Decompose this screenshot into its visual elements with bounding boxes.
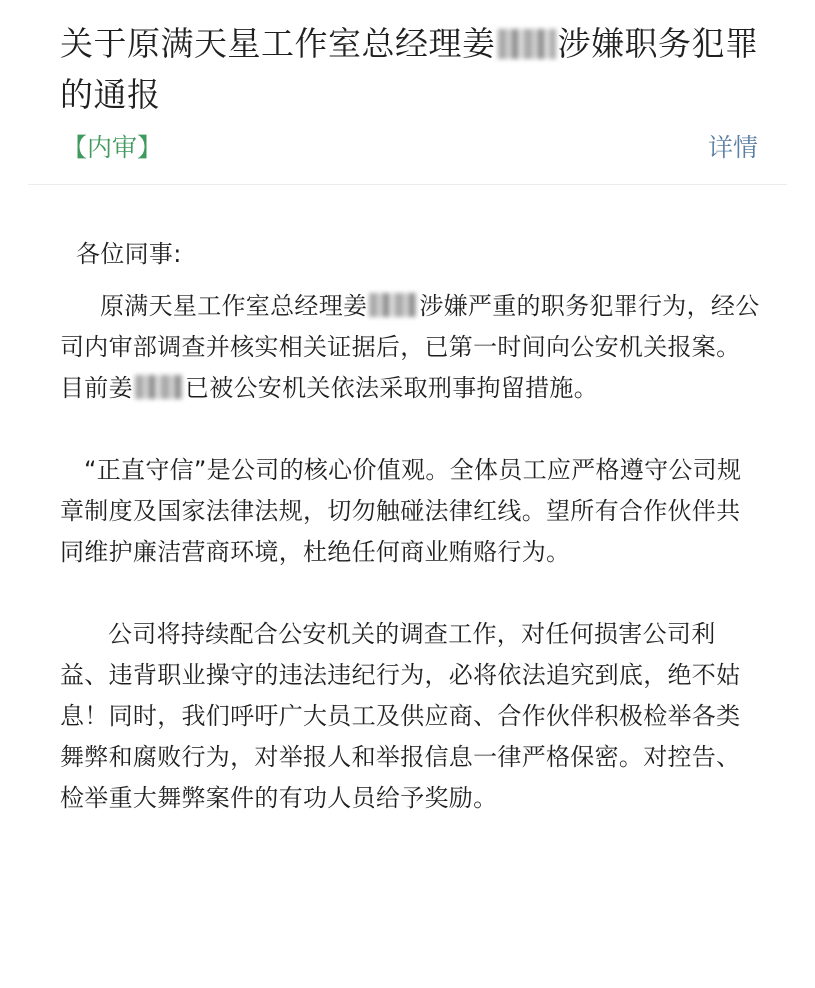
divider (28, 184, 787, 185)
paragraph-1-text-c: 已被公安机关依法采取刑事拘留措施。 (184, 374, 599, 402)
article-title-text-start: 关于原满天星工作室总经理姜 (60, 24, 496, 63)
redacted-name (498, 29, 556, 59)
paragraph-1 (60, 286, 760, 409)
paragraph-1-text-a: 原满天星工作室总经理姜 (100, 292, 368, 320)
category-tag: 【内审】 (62, 133, 163, 162)
article-body (60, 234, 760, 819)
details-link[interactable]: 详情 (707, 133, 758, 162)
article-title-text-end: 涉嫌职务犯罪的通报 (60, 24, 759, 114)
article-title (60, 18, 780, 120)
paragraph-3: 公司将持续配合公安机关的调查工作，对任何损害公司利益、违背职业操守的违法违纪行为，必将依法追究到底，绝不姑息！同时，我们呼吁广大员工及供应商、合作伙伴积极检举各类舞弊和腐败行为，对举报人和举报信息一律严格保密。对控告、检举重大舞弊案件的有功人员给予奖励。 (60, 620, 741, 812)
redacted-name (135, 375, 183, 399)
paragraph-2: “正直守信”是公司的核心价值观。全体员工应严格遵守公司规章制度及国家法律法规，切勿触碰法律红线。望所有合作伙伴共同维护廉洁营商环境，杜绝任何商业贿赂行为。 (60, 456, 742, 566)
redacted-name (369, 293, 417, 317)
paragraph-1-text-b: 涉嫌严重的职务犯罪行为，经公司内审部调查并核实相关证据后，已第一时间向公安机关报案。目前姜 (60, 292, 760, 402)
greeting: 各位同事: (76, 240, 182, 268)
